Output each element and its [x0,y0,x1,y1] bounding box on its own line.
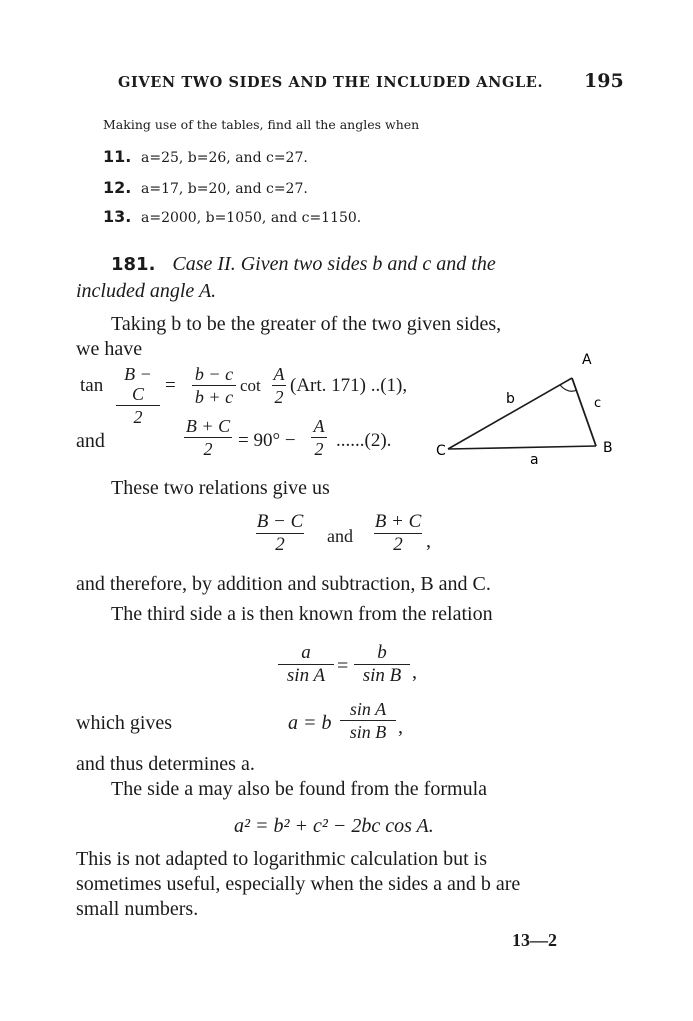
vertex-C-label: C [436,443,446,459]
paragraph: and therefore, by addition and subtraction, B and C. [76,573,491,595]
side-a-line [448,446,596,449]
side-b-line [448,378,572,449]
exercise-instruction: Making use of the tables, find all the angles when [103,117,420,132]
eq3-fraction-1: B − C 2 [256,511,304,555]
paragraph: we have [76,338,143,360]
eq4-fraction-2: b sin B [354,643,410,686]
paragraph: The third side a is then known from the relation [111,603,493,625]
eq6-cosine-rule: a² = b² + c² − 2bc cos A. [234,815,434,837]
triangle-figure [436,344,636,484]
eq5-comma: , [398,716,403,738]
side-a-label: a [530,452,539,468]
side-c-label: c [594,396,602,411]
eq4-fraction-1: a sin A [278,643,334,686]
eq3-and: and [327,526,353,546]
exercise-item [103,178,308,197]
eq2-reference: ......(2). [336,430,392,451]
eq1-fraction-3: A 2 [273,364,285,407]
eq1-cot: cot [240,376,261,395]
vertex-A-label: A [582,352,592,368]
eq2-fraction-2: A 2 [311,416,327,459]
eq1-fraction-2: b − c b + c [192,364,236,407]
eq1-reference: (Art. 171) ..(1), [290,375,408,396]
paragraph: sometimes useful, especially when the sides a and b are [76,873,521,895]
paragraph: which gives [76,712,173,734]
page-number: 195 [584,70,624,92]
side-b-label: b [506,391,515,407]
eq2-rhs: = 90° − [238,430,296,451]
paragraph: These two relations give us [111,477,330,499]
paragraph: and thus determines a. [76,753,255,775]
eq5-lhs: a = b [288,712,332,734]
eq1-equals: = [165,375,176,396]
exercise-text: a=25, b=26, and c=27. [141,150,308,166]
article-number: 181. [111,254,156,275]
paragraph: This is not adapted to logarithmic calculation but is [76,848,488,870]
paragraph: Taking b to be the greater of the two given sides, [111,313,502,335]
eq3-comma: , [426,530,431,552]
eq1-tan: tan [80,375,104,396]
paragraph: small numbers. [76,898,199,920]
exercise-number: 12. [103,178,132,197]
exercise-text: a=2000, b=1050, and c=1150. [141,210,362,226]
exercise-item [103,147,308,166]
case-title-continued: included angle A. [76,280,217,302]
case-title: Case II. Given two sides b and c and the [172,253,496,275]
vertex-B-label: B [603,440,613,456]
side-c-line [572,378,596,446]
eq3-fraction-2: B + C 2 [374,511,422,555]
article-heading [111,253,496,276]
exercise-number: 13. [103,207,132,226]
exercise-item [103,207,361,226]
eq4-equals: = [337,655,349,677]
exercise-number: 11. [103,147,132,166]
exercise-text: a=17, b=20, and c=27. [141,181,308,197]
eq2-and: and [76,430,105,452]
eq1-fraction-1: B − C 2 [116,364,160,427]
paragraph: The side a may also be found from the formula [111,778,487,800]
signature-mark: 13—2 [512,930,557,950]
eq2-fraction-1: B + C 2 [185,416,231,459]
eq4-comma: , [412,661,417,683]
running-header: GIVEN TWO SIDES AND THE INCLUDED ANGLE. [118,74,544,91]
eq5-fraction: sin A sin B [340,699,396,742]
